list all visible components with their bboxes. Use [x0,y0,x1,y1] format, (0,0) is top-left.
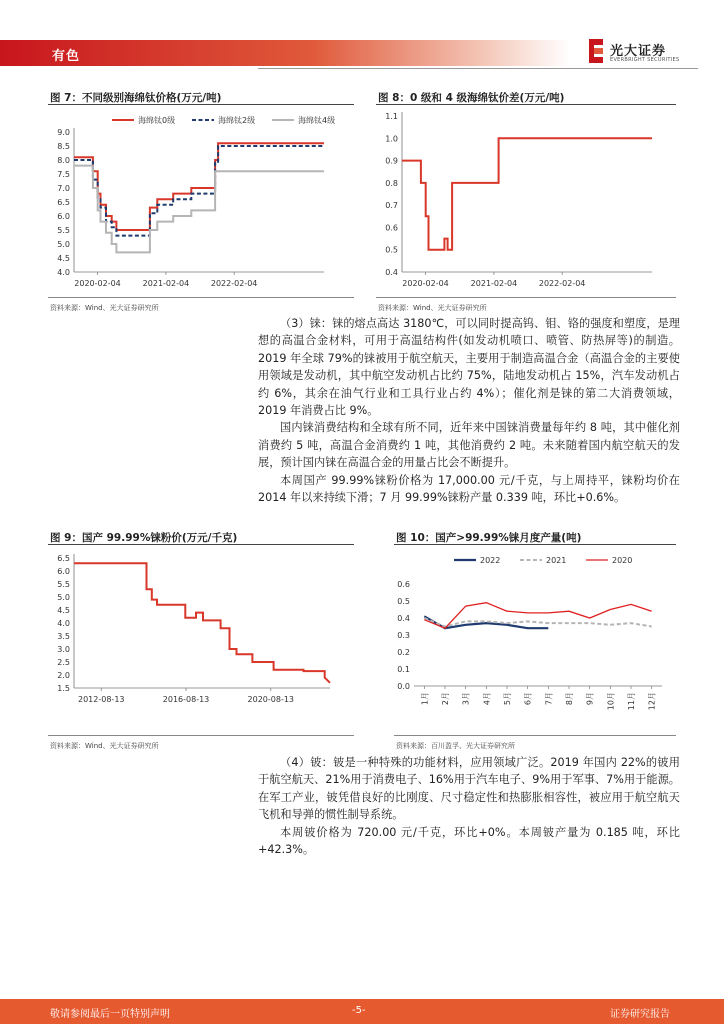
y-tick-label: 5.0 [57,240,70,249]
x-tick-label: 4月 [482,692,492,706]
y-tick-label: 3.0 [57,645,70,654]
fig8-bottom-rule [376,297,676,298]
y-tick-label: 4.0 [57,268,70,277]
y-tick-label: 0.3 [397,631,410,640]
x-tick-label: 3月 [461,692,471,706]
y-tick-label: 4.5 [57,606,70,615]
logo-name: 光大证券 [610,44,667,59]
y-tick-label: 6.5 [57,198,70,207]
series-line [74,563,330,683]
y-tick-label: 2.0 [57,671,70,680]
y-tick-label: 2.5 [57,658,70,667]
legend-label: 海绵钛2级 [218,116,256,125]
x-tick-label: 2016-08-13 [162,695,210,704]
fig10-source: 资料来源：百川盈孚、光大证券研究所 [396,742,515,750]
x-tick-label: 2021-02-04 [142,279,190,288]
y-tick-label: 8.5 [57,142,70,151]
fig9-rule [48,544,354,545]
y-tick-label: 5.5 [57,226,70,235]
y-tick-label: 5.5 [57,580,70,589]
y-tick-label: 1.1 [385,112,398,121]
header-bar [0,40,570,66]
logo-subtitle: EVERBRIGHT SECURITIES [610,57,680,63]
y-tick-label: 0.0 [397,682,410,691]
footer-disclaimer: 敬请参阅最后一页特别声明 [50,1009,170,1020]
y-tick-label: 8.0 [57,156,70,165]
x-tick-label: 2020-08-13 [247,695,295,704]
fig10-chart [394,546,676,731]
fig9-bottom-rule [48,735,354,736]
x-tick-label: 1月 [420,692,430,706]
fig8-rule [376,104,676,105]
x-tick-label: 2022-02-04 [538,279,586,288]
y-tick-label: 1.5 [57,684,70,693]
y-tick-label: 7.0 [57,184,70,193]
y-tick-label: 4.5 [57,254,70,263]
y-tick-label: 0.4 [397,614,410,623]
fig7-source: 资料来源：Wind、光大证券研究所 [50,304,159,312]
beryllium-text-block [258,754,680,858]
fig7-bottom-rule [48,297,354,298]
series-line [402,138,652,249]
legend-label: 海绵钛4级 [298,116,336,125]
fig7-title: 图 7：不同级别海绵钛价格(万元/吨) [50,92,222,104]
y-tick-label: 0.5 [397,597,410,606]
y-tick-label: 0.6 [385,223,398,233]
header-divider [258,68,698,69]
x-tick-label: 9月 [585,692,595,706]
paragraph: 本周国产 99.99%铼粉价格为 17,000.00 元/千克，与上周持平，铼粉均价在 2014 年以来持续下滑；7 月 99.99%铼粉产量 0.339 吨，环比+0.6%。 [258,473,680,505]
fig8-source: 资料来源：Wind、光大证券研究所 [378,304,487,312]
y-tick-label: 6.0 [57,212,70,221]
y-tick-label: 0.1 [397,665,410,674]
paragraph: （3）铼：铼的熔点高达 3180℃，可以同时提高钨、钼、铬的强度和塑度，是理想的高温合金材料，可用于高温结构件(如发动机喷口、喷管、防热屏等)的制造。2019 年全球 79%的铼被用于航空航天，主要用于制造高温合金（高温合金的主要使用领域是发动机，其中航空发动机占比约 75%，陆地发动机占 15%，汽车发动机占约 6%，其余在油气行业和工具行业占约 4%）；催化剂是铼的第二大消费领域，2019 年消费占比 9%。 [258,317,680,418]
y-tick-label: 0.7 [385,201,398,211]
y-tick-label: 3.5 [57,632,70,641]
legend-label: 2021 [546,556,567,565]
series-line [74,166,324,253]
x-tick-label: 7月 [544,692,554,706]
x-tick-label: 2012-08-13 [78,695,125,704]
fig7-chart [48,106,354,294]
x-tick-label: 2020-02-04 [402,279,449,288]
y-tick-label: 0.4 [385,268,398,277]
legend-label: 海绵钛0级 [138,116,176,125]
series-line [74,143,324,230]
fig7-rule [48,104,354,105]
fig9-source: 资料来源：Wind、光大证券研究所 [50,742,159,750]
x-tick-label: 10月 [606,692,616,711]
fig10-rule [394,544,676,545]
y-tick-label: 6.0 [57,567,70,576]
x-tick-label: 11月 [627,692,636,711]
y-tick-label: 1.0 [385,134,398,144]
series-line [74,146,324,236]
footer-report-type: 证券研究报告 [610,1009,670,1020]
y-tick-label: 7.5 [57,170,70,179]
section-tag: 有色 [52,49,81,64]
y-tick-label: 0.2 [397,648,410,657]
legend-label: 2020 [612,556,633,565]
x-tick-label: 2022-02-04 [210,279,258,288]
rhenium-text-block [258,315,680,506]
paragraph: （4）铍：铍是一种特殊的功能材料，应用领域广泛。2019 年国内 22%的铍用于航空航天、21%用于消费电子、16%用于汽车电子、9%用于军事、7%用于能源。在军工产业，铍凭借良好的比刚度、尺寸稳定性和热膨胀相容性，被应用于航空航天飞机和导弹的惯性制导系统。 [258,756,680,822]
x-tick-label: 2020-02-04 [74,279,121,288]
x-tick-label: 2月 [441,692,450,706]
x-tick-label: 6月 [523,692,533,706]
y-tick-label: 5.0 [57,593,70,602]
fig9-chart [48,546,354,716]
paragraph: 国内铼消费结构和全球有所不同，近年来中国铼消费量每年约 8 吨，其中催化剂消费约 5 吨，高温合金消费约 1 吨，其他消费约 2 吨。未来随着国内航空航天的发展，预计国内铼在高温合金的用量占比会不断提升。 [258,421,680,470]
x-tick-label: 8月 [565,692,574,706]
x-tick-label: 12月 [647,692,657,711]
legend-label: 2022 [480,556,501,565]
fig10-bottom-rule [394,735,676,736]
x-tick-label: 2021-02-04 [470,279,518,288]
y-tick-label: 4.0 [57,619,70,628]
logo [588,36,688,72]
y-tick-label: 0.6 [397,580,410,589]
x-tick-label: 5月 [503,692,512,706]
paragraph: 本周铍价格为 720.00 元/千克，环比+0%。本周铍产量为 0.185 吨，环比+42.3%。 [258,825,680,857]
fig8-chart [376,106,676,294]
logo-mark-icon [588,38,606,68]
fig9-title: 图 9：国产 99.99%铼粉价(万元/千克) [50,532,238,544]
page-number: -5- [352,1005,366,1016]
fig10-title: 图 10：国产>99.99%铼月度产量(吨) [396,532,582,544]
fig8-title: 图 8：0 级和 4 级海绵钛价差(万元/吨) [378,92,565,104]
y-tick-label: 0.8 [385,178,398,188]
y-tick-label: 9.0 [57,128,70,137]
y-tick-label: 0.9 [385,156,398,166]
y-tick-label: 0.5 [385,245,398,255]
y-tick-label: 6.5 [57,554,70,563]
